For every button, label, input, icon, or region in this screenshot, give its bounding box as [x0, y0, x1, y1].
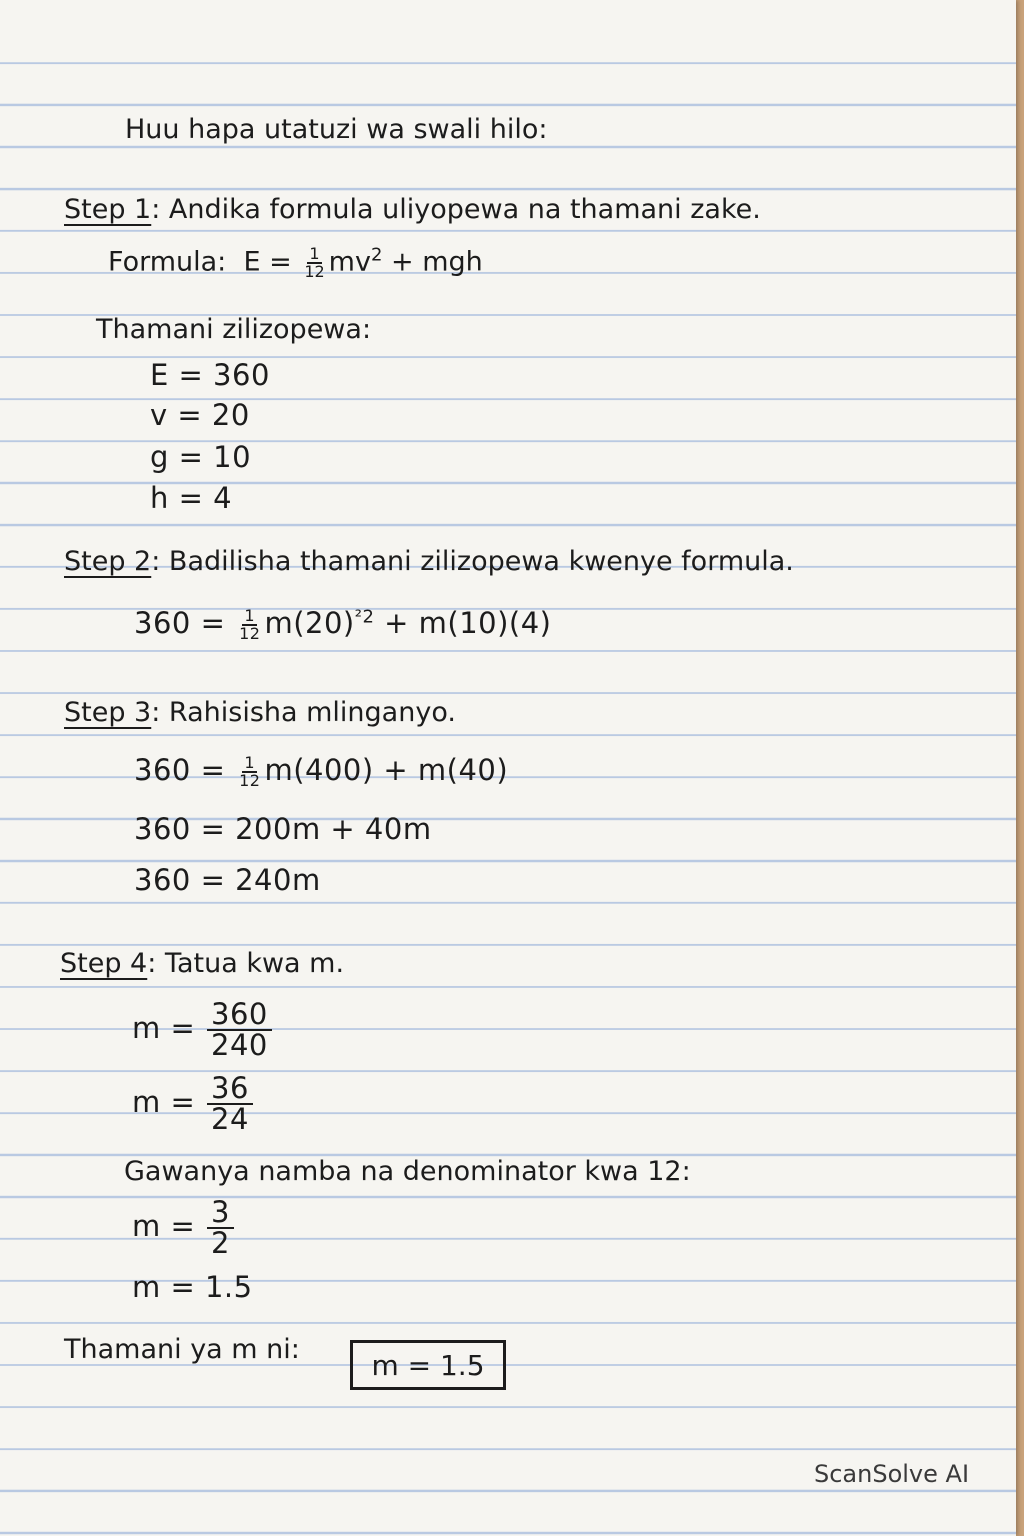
formula-frac-num: 1 [309, 244, 320, 263]
step4-fraction-line-3 [132, 1195, 236, 1260]
frac3-den: 2 [211, 1226, 230, 1260]
m-equals: m = [132, 1011, 196, 1045]
frac1-den: 240 [211, 1028, 268, 1062]
step3-lhs: 360 = [134, 753, 226, 787]
formula-line [108, 246, 483, 280]
step2-term-a: m(20) [264, 606, 355, 640]
intro-line: Huu hapa utatuzi wa swali hilo: [125, 114, 548, 145]
step3-text: : Rahisisha mlinganyo. [151, 697, 456, 728]
given-value: g = 10 [150, 440, 252, 474]
step4-fraction-line-2 [132, 1071, 255, 1136]
frac2-num: 36 [207, 1074, 253, 1105]
step3-equation-2: 360 = 200m + 40m [134, 812, 432, 846]
step3-heading [64, 699, 456, 726]
step1-text: : Andika formula uliyopewa na thamani zake. [151, 194, 761, 225]
given-label: Thamani zilizopewa: [96, 314, 372, 345]
conclusion-label: Thamani ya m ni: [64, 1334, 300, 1365]
m-equals: m = [132, 1209, 196, 1243]
step3-equation-1 [134, 755, 508, 789]
formula-lhs: E = [243, 246, 292, 278]
step3-label: Step 3 [64, 697, 152, 728]
formula-rest-b: + mgh [382, 246, 483, 278]
step2-heading [64, 548, 794, 575]
step3-frac-den: 12 [239, 771, 261, 790]
formula-exponent: 2 [370, 244, 383, 266]
step4-heading [60, 950, 344, 977]
step2-fraction [237, 608, 262, 642]
formula-fraction [302, 246, 326, 280]
step1-heading [64, 196, 761, 223]
formula-rest-a: mv [328, 246, 371, 278]
step4-result: m = 1.5 [132, 1270, 253, 1304]
step2-frac-den: 12 [239, 624, 261, 643]
step2-lhs: 360 = [134, 606, 226, 640]
step4-fraction-line-1 [132, 997, 274, 1062]
frac3-num: 3 [207, 1198, 234, 1229]
step4-fraction-2 [207, 1071, 253, 1136]
m-equals: m = [132, 1085, 196, 1119]
formula-label: Formula: [108, 246, 227, 278]
step2-equation [134, 608, 552, 642]
step2-text: : Badilisha thamani zilizopewa kwenye formula. [151, 546, 794, 577]
answer-value: m = 1.5 [371, 1348, 485, 1382]
answer-box [350, 1340, 506, 1390]
given-value: E = 360 [150, 358, 270, 392]
step2-label: Step 2 [64, 546, 152, 577]
step4-label: Step 4 [60, 948, 148, 979]
step3-fraction [237, 755, 262, 789]
formula-frac-den: 12 [304, 262, 325, 281]
step3-equation-3: 360 = 240m [134, 863, 321, 897]
step1-label: Step 1 [64, 194, 152, 225]
given-value: v = 20 [150, 398, 250, 432]
given-value: h = 4 [150, 481, 233, 515]
step3-rest: m(400) + m(40) [264, 753, 509, 787]
step4-fraction-1 [207, 997, 272, 1062]
step3-frac-num: 1 [244, 753, 256, 772]
step4-note: Gawanya namba na denominator kwa 12: [124, 1156, 691, 1187]
frac2-den: 24 [211, 1102, 249, 1136]
step4-text: : Tatua kwa m. [147, 948, 345, 979]
step4-fraction-3 [207, 1195, 234, 1260]
step2-frac-num: 1 [244, 606, 256, 625]
frac1-num: 360 [207, 1000, 272, 1031]
step2-term-b: + m(10)(4) [374, 606, 552, 640]
brand-watermark: ScanSolve AI [814, 1460, 970, 1488]
step2-exponent: ²2 [354, 606, 375, 628]
